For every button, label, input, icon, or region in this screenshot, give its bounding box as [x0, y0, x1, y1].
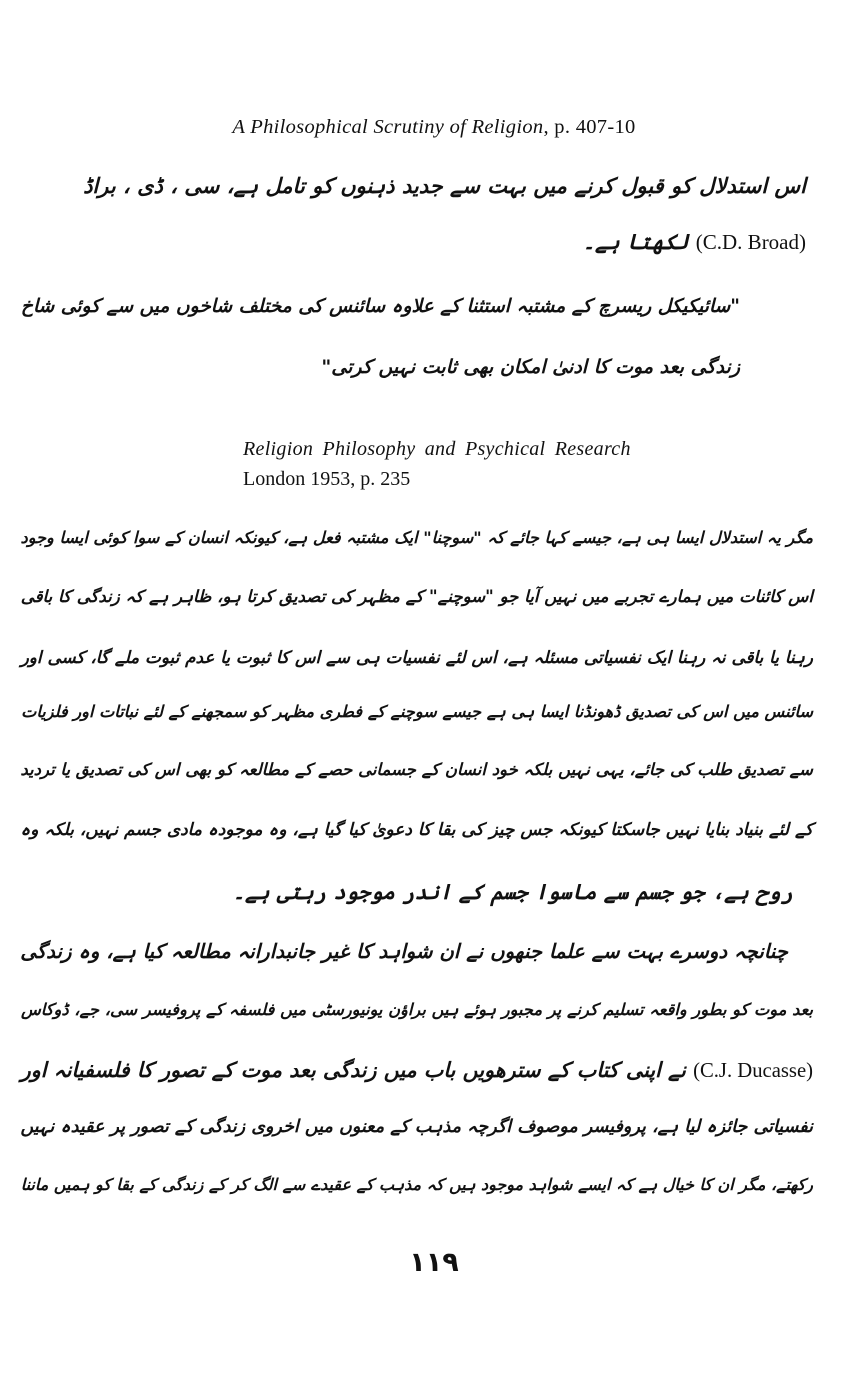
paragraph1-line: مگر یہ استدلال ایسا ہی ہے، جیسے کہا جائے کہ "سوچنا" ایک مشتبہ فعل ہے، کیونکہ انسان کے سوا کوئی ایسا وجود [20, 528, 813, 547]
paragraph2-line: چنانچہ دوسرے بہت سے علما جنھوں نے ان شواہد کا غیر جانبدارانہ مطالعہ کیا ہے، وہ زندگی [20, 940, 788, 963]
paragraph2-line: نفسیاتی جائزہ لیا ہے، پروفیسر موصوف اگرچہ مذہب کے معنوں میں اخروی زندگی کے تصور پر عقیدہ نہیں [20, 1117, 813, 1137]
reference-title: Religion Philosophy and Psychical Research [243, 438, 631, 460]
intro-line-1: اس استدلال کو قبول کرنے میں بہت سے جدید ذہنوں کو تامل ہے، سی ، ڈی ، براڈ [83, 174, 806, 198]
paragraph1-line: کے لئے بنیاد بنایا نہیں جاسکتا کیونکہ جس چیز کی بقا کا دعویٰ کیا گیا ہے، وہ موجودہ مادی جسم نہیں، بلکہ وہ [20, 820, 813, 840]
top-citation [0, 116, 868, 139]
paragraph1-line: اس کائنات میں ہمارے تجربے میں نہیں آیا جو "سوچنے" کے مظہر کی تصدیق کرتا ہو، ظاہر ہے کہ زندگی کا باقی [20, 587, 813, 606]
intro-line-2-text: لکھتا ہے۔ [582, 230, 689, 254]
intro-author-name: (C.D. Broad) [695, 230, 806, 254]
paragraph1-line: سے تصدیق طلب کی جائے، یہی نہیں بلکہ خود انسان کے جسمانی حصے کے مطالعہ کو بھی اس کی تصدیق یا تردید [20, 760, 813, 779]
quote-line-1: "سائیکیکل ریسرچ کے مشتبہ استثنا کے علاوہ سائنس کی مختلف شاخوں میں سے کوئی شاخ [20, 296, 740, 317]
citation-title: A Philosophical Scrutiny of Religion [232, 116, 544, 138]
paragraph1-line: سائنس میں اس کی تصدیق ڈھونڈنا ایسا ہی ہے جیسے سوچنے کے فطری مظہر کو سمجھنے کے لئے نباتات اور فلزیات [21, 702, 813, 721]
citation-pages: , p. 407-10 [543, 116, 636, 138]
ducasse-name: (C.J. Ducasse) [693, 1060, 813, 1082]
paragraph2-line-3-text: نے اپنی کتاب کے سترھویں باب میں زندگی بعد موت کے تصور کا فلسفیانہ اور [20, 1058, 686, 1082]
quote-line-2: زندگی بعد موت کا ادنیٰ امکان بھی ثابت نہیں کرتی" [321, 356, 740, 378]
paragraph1-line: رہنا یا باقی نہ رہنا ایک نفسیاتی مسئلہ ہے، اس لئے نفسیات ہی سے اس کا ثبوت یا عدم ثبوت ملے گا، کسی اور [20, 647, 813, 667]
intro-line-2 [583, 230, 806, 255]
paragraph2-line [21, 1058, 813, 1083]
paragraph2-line: رکھتے، مگر ان کا خیال ہے کہ ایسے شواہد موجود ہیں کہ مذہب کے عقیدے سے الگ کر کے زندگی کے بقا کو ہمیں ماننا [20, 1175, 813, 1194]
reference-publication: London 1953, p. 235 [243, 468, 411, 490]
paragraph2-line: بعد موت کو بطور واقعہ تسلیم کرنے پر مجبور ہوئے ہیں براؤن یونیورسٹی میں فلسفہ کے پروفیسر سی، جے، ڈوکاس [20, 1000, 813, 1019]
page-number: ۱۱۹ [409, 1247, 459, 1278]
paragraph1-line: روح ہے، جو جسم سے ماسوا جسم کے اندر موجود رہتی ہے۔ [232, 880, 793, 904]
